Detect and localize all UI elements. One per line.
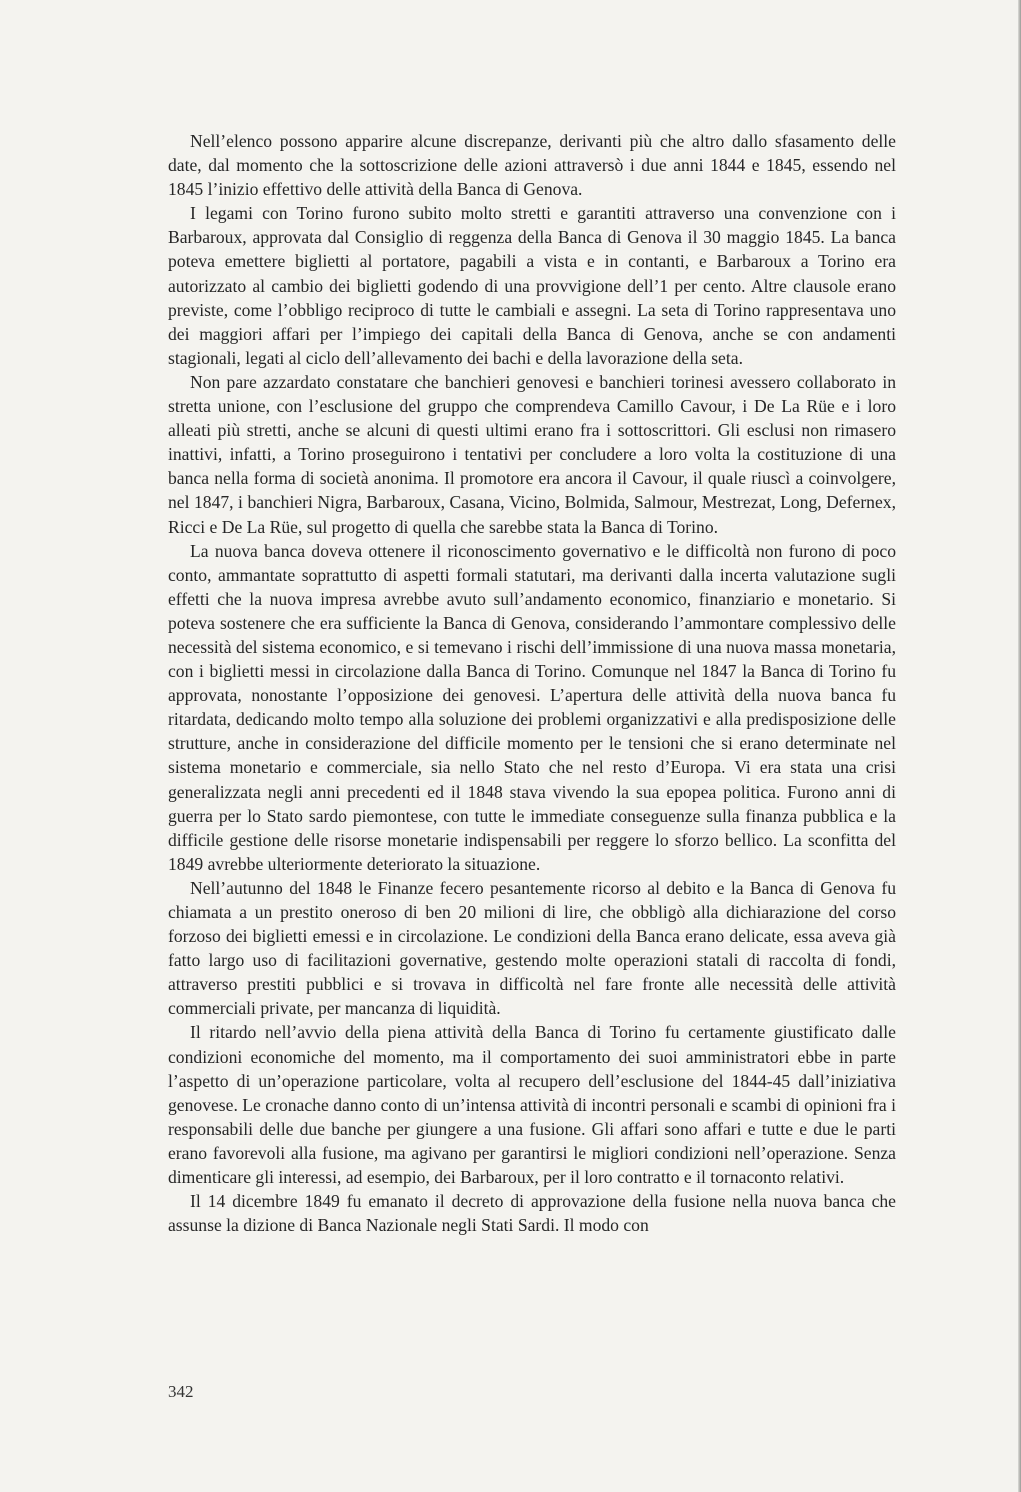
page-number: 342 bbox=[168, 1382, 194, 1401]
paragraph-2: I legami con Torino furono subito molto stretti e garantiti attraverso una convenzione con i Barbaroux, approvata dal Consiglio di reggenza della Banca di Genova il 30 maggio 1845. La banca poteva emettere biglietti al portatore, pagabili a vista e in contanti, e Barbaroux a Torino era autorizzato al cambio dei biglietti godendo di una provvigione dell’1 per cento. Altre clausole erano previste, come l’obbligo reciproco di tutte le cambiali e assegni. La seta di Torino rappresentava uno dei maggiori affari per l’impiego dei capitali della Banca di Genova, anche se con andamenti stagionali, legati al ciclo dell’allevamento dei bachi e della lavorazione della seta. bbox=[168, 203, 896, 368]
paragraph-4: La nuova banca doveva ottenere il riconoscimento governativo e le difficoltà non furono di poco conto, ammantate soprattutto di aspetti formali statutari, ma derivanti dalla incerta valutazione sugli effetti che la nuova impresa avrebbe avuto sull’andamento economico, finanziario e monetario. Si poteva sostenere che era sufficiente la Banca di Genova, considerando l’ammontare complessivo delle necessità del sistema economico, e si temevano i rischi dell’immissione di una nuova massa monetaria, con i biglietti messi in circolazione dalla Banca di Torino. Comunque nel 1847 la Banca di Torino fu approvata, nonostante l’opposizione dei genovesi. L’apertura delle attività della nuova banca fu ritardata, dedicando molto tempo alla soluzione dei problemi organizzativi e alla predisposizione delle strutture, anche in considerazione del difficile momento per le tensioni che si erano determinate nel sistema monetario e commerciale, sia nello Stato che nel resto d’Europa. Vi era stata una crisi generalizzata negli anni precedenti ed il 1848 stava vivendo la sua epopea politica. Furono anni di guerra per lo Stato sardo piemontese, con tutte le immediate conseguenze sulla finanza pubblica e la difficile gestione delle risorse monetarie indispensabili per reggere lo sforzo bellico. La sconfitta del 1849 avrebbe ulteriormente deteriorato la situazione. bbox=[168, 540, 896, 874]
body-text bbox=[168, 129, 896, 1237]
paragraph-3: Non pare azzardato constatare che banchieri genovesi e banchieri torinesi avessero collaborato in stretta unione, con l’esclusione del gruppo che comprendeva Camillo Cavour, i De La Rüe e i loro alleati più stretti, anche se alcuni di questi ultimi erano fra i sottoscrittori. Gli esclusi non rimasero inattivi, infatti, a Torino proseguirono i tentativi per concludere a loro volta la costituzione di una banca nella forma di società anonima. Il promotore era ancora il Cavour, il quale riuscì a coinvolgere, nel 1847, i banchieri Nigra, Barbaroux, Casana, Vicino, Bolmida, Salmour, Mestrezat, Long, Defernex, Ricci e De La Rüe, sul progetto di quella che sarebbe stata la Banca di Torino. bbox=[168, 371, 896, 537]
paragraph-1: Nell’elenco possono apparire alcune discrepanze, derivanti più che altro dallo sfasamento delle date, dal momento che la sottoscrizione delle azioni attraversò i due anni 1844 e 1845, essendo nel 1845 l’inizio effettivo delle attività della Banca di Genova. bbox=[168, 131, 896, 200]
paragraph-7: Il 14 dicembre 1849 fu emanato il decreto di approvazione della fusione nella nuova banca che assunse la dizione di Banca Nazionale negli Stati Sardi. Il modo con bbox=[168, 1191, 896, 1236]
paragraph-5: Nell’autunno del 1848 le Finanze fecero pesantemente ricorso al debito e la Banca di Genova fu chiamata a un prestito oneroso di ben 20 milioni di lire, che obbligò alla dichiarazione del corso forzoso dei biglietti emessi e in circolazione. Le condizioni della Banca erano delicate, essa aveva già fatto largo uso di facilitazioni governative, gestendo molte operazioni statali di raccolta di fondi, attraverso prestiti pubblici e si trovava in difficoltà nel fare fronte alle necessità delle attività commerciali private, per mancanza di liquidità. bbox=[168, 877, 896, 1019]
paragraph-6: Il ritardo nell’avvio della piena attività della Banca di Torino fu certamente giustificato dalle condizioni economiche del momento, ma il comportamento dei suoi amministratori ebbe in parte l’aspetto di un’operazione particolare, volta al recupero dell’esclusione del 1844-45 dall’iniziativa genovese. Le cronache danno conto di un’intensa attività di incontri personali e scambi di opinioni fra i responsabili delle due banche per giungere a una fusione. Gli affari sono affari e tutte e due le parti erano favorevoli alla fusione, ma agivano per garantirsi le migliori condizioni nell’operazione. Senza dimenticare gli interessi, ad esempio, dei Barbaroux, per il loro contratto e il tornaconto relativi. bbox=[168, 1022, 896, 1188]
